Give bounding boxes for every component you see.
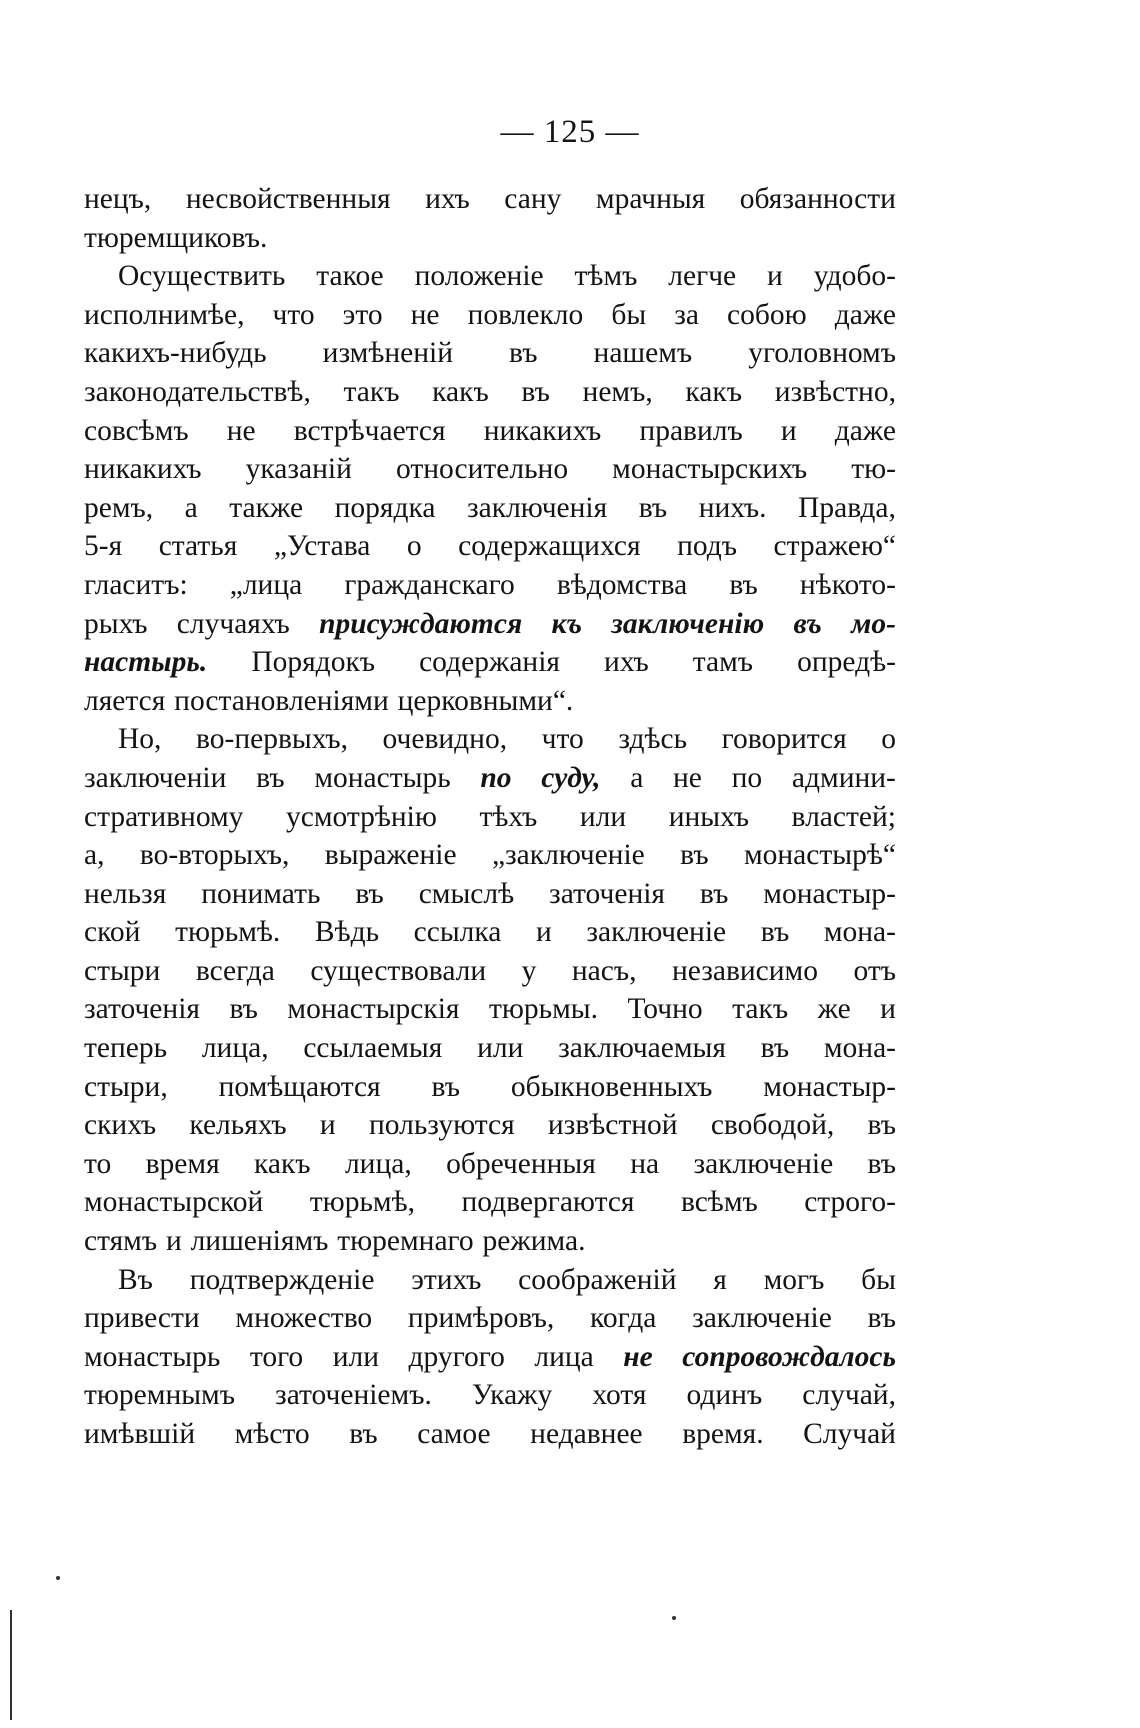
word: тамъ — [692, 646, 754, 679]
word: ремъ, — [84, 491, 154, 524]
word: время — [145, 1147, 220, 1180]
word: также — [229, 491, 304, 524]
text-line — [84, 1145, 896, 1184]
text-line — [84, 759, 896, 798]
word: законодательствѣ, — [84, 375, 311, 408]
word: въ — [349, 1418, 378, 1450]
word: тюремнаго — [337, 1225, 474, 1258]
text-line — [84, 1029, 896, 1068]
word: ихъ — [604, 646, 649, 679]
text-line — [84, 1106, 896, 1145]
word: заточенiя — [84, 993, 200, 1026]
word: или — [332, 1340, 379, 1373]
word: тѣмъ — [574, 260, 638, 293]
emphasized-word: въ — [793, 607, 822, 640]
word: тюремнымъ — [84, 1379, 235, 1412]
text-line — [84, 643, 896, 682]
text-line — [84, 1068, 896, 1107]
word: ской — [84, 916, 141, 949]
word: стыри — [84, 954, 161, 987]
word: вѣдомства — [556, 568, 688, 601]
word: усмотрѣнiю — [286, 800, 437, 833]
word: на — [630, 1147, 660, 1180]
word: подъ — [677, 530, 738, 563]
word: здѣсь — [618, 723, 688, 756]
emphasized-word: заключенiю — [611, 607, 765, 640]
word: Вѣдь — [314, 916, 380, 949]
word: или — [579, 800, 627, 833]
word: а, — [84, 839, 105, 872]
word: нихъ. — [698, 491, 767, 524]
word: „лица — [229, 568, 303, 601]
word: въ — [256, 761, 285, 794]
word: никакихъ — [483, 414, 602, 447]
word: привести — [84, 1302, 200, 1335]
word: тѣхъ — [479, 800, 538, 833]
word: монастыр- — [763, 877, 896, 910]
text-line — [84, 450, 896, 489]
word: за — [674, 298, 699, 331]
word: очевидно, — [382, 723, 508, 756]
word: Осуществить — [118, 260, 286, 293]
word: ссылка — [413, 916, 502, 949]
word: даже — [834, 414, 896, 447]
word: заключаемыя — [558, 1032, 726, 1065]
word: свободой, — [710, 1109, 835, 1142]
word: относительно — [395, 453, 569, 486]
word: теперь — [84, 1032, 168, 1065]
text-line — [84, 1338, 896, 1377]
word: заключенiя — [466, 491, 608, 524]
word: во-вторыхъ, — [139, 839, 290, 872]
text-line — [84, 1261, 896, 1300]
word: 5-я — [84, 530, 123, 563]
word: сану — [504, 183, 562, 215]
text-line — [84, 952, 896, 991]
word: Но, — [118, 723, 162, 756]
word: церковными“. — [397, 684, 574, 717]
text-line — [84, 1299, 896, 1338]
text-line — [84, 1415, 896, 1454]
word: заключенiе — [693, 1147, 834, 1180]
word: встрѣчается — [293, 414, 446, 447]
word: измѣненiй — [322, 337, 454, 370]
word: рыхъ — [84, 607, 148, 640]
word: когда — [590, 1302, 657, 1335]
word: обреченныя — [446, 1147, 596, 1180]
word: тюрьмѣ. — [175, 916, 281, 949]
word: монастырѣ“ — [743, 839, 896, 872]
word: и — [767, 260, 783, 293]
word: гражданскаго — [344, 568, 515, 601]
word: лица — [534, 1340, 594, 1373]
word: лица, — [344, 1147, 412, 1180]
emphasized-word: присуждаются — [319, 607, 523, 640]
word: примѣровъ, — [407, 1302, 555, 1335]
word: извѣстной — [547, 1109, 678, 1142]
word: постановленiями — [174, 684, 389, 717]
word: содержанiя — [419, 646, 560, 679]
word: даже — [834, 298, 896, 331]
word: заключенiе — [692, 1302, 832, 1335]
word: другого — [408, 1340, 505, 1373]
word: строго- — [804, 1186, 896, 1219]
word: помѣщаются — [218, 1070, 381, 1103]
text-line — [84, 373, 896, 412]
word: заключенiи — [84, 761, 227, 794]
word: независимо — [671, 954, 818, 987]
word: во-первыхъ, — [196, 723, 348, 756]
word: то — [84, 1147, 112, 1180]
word: насъ, — [571, 954, 637, 987]
word: немъ, — [582, 375, 653, 408]
word: въ — [760, 1032, 790, 1065]
word: монастырской — [84, 1186, 264, 1219]
emphasized-word: къ — [551, 607, 582, 640]
word: нѣкото- — [799, 568, 896, 601]
word: ихъ — [425, 183, 470, 215]
word: и — [165, 1225, 182, 1258]
word: тю- — [851, 453, 896, 486]
word: гласитъ: — [84, 568, 188, 601]
emphasized-word: настырь. — [84, 646, 208, 679]
word: и — [880, 993, 896, 1026]
word: это — [342, 298, 383, 331]
word: лица, — [201, 1032, 269, 1065]
emphasized-word: мо- — [851, 607, 896, 640]
text-line — [84, 180, 896, 219]
word: монастырскiя — [287, 993, 460, 1026]
word: такое — [316, 260, 384, 293]
emphasized-word: не — [623, 1340, 653, 1373]
word: совсѣмъ — [84, 414, 189, 447]
text-line — [84, 296, 896, 335]
word: указанiй — [245, 453, 352, 486]
word: опредѣ- — [797, 646, 896, 679]
word: какъ — [685, 375, 742, 408]
word: мѣсто — [234, 1418, 310, 1450]
text-line — [84, 720, 896, 759]
word: ссылаемыя — [303, 1032, 443, 1065]
word: властей; — [791, 800, 896, 833]
word: положенiе — [414, 260, 544, 293]
body-text — [84, 180, 896, 1454]
word: въ — [521, 375, 550, 408]
word: существовали — [310, 954, 487, 987]
scan-edge-mark — [10, 1610, 12, 1720]
word: время. — [682, 1418, 764, 1450]
word: стыри, — [84, 1070, 168, 1103]
word: тюрьмѣ, — [309, 1186, 415, 1219]
text-line — [84, 1376, 896, 1415]
word: въ — [699, 877, 729, 910]
word: о — [881, 723, 896, 756]
word: заключенiе — [586, 916, 727, 949]
text-line — [84, 1222, 896, 1261]
word: я — [713, 1263, 727, 1296]
word: не — [226, 414, 256, 447]
word: въ — [509, 337, 538, 370]
word: нашемъ — [593, 337, 693, 370]
word: заточенiемъ. — [275, 1379, 432, 1412]
word: собою — [727, 298, 807, 331]
word: выраженiе — [324, 839, 457, 872]
word: мона- — [823, 916, 896, 949]
word: лишенiямъ — [190, 1225, 329, 1258]
word: „заключенiе — [491, 839, 645, 872]
word: порядка — [334, 491, 436, 524]
text-line — [84, 836, 896, 875]
word: бы — [861, 1263, 896, 1296]
word: же — [817, 993, 851, 1026]
word: а — [630, 761, 644, 794]
word: въ — [229, 993, 258, 1026]
word: какъ — [432, 375, 489, 408]
text-line — [84, 798, 896, 837]
word: понимать — [201, 877, 321, 910]
word: что — [541, 723, 584, 756]
text-line — [84, 489, 896, 528]
word: всѣмъ — [680, 1186, 758, 1219]
word: смыслѣ — [418, 877, 515, 910]
word: въ — [729, 568, 758, 601]
word: Случай — [803, 1418, 896, 1450]
word: что — [272, 298, 315, 331]
word: множество — [235, 1302, 373, 1335]
word: бы — [611, 298, 647, 331]
scan-dot — [672, 1616, 676, 1620]
word: въ — [638, 491, 668, 524]
word: легче — [668, 260, 737, 293]
word: и — [319, 1109, 336, 1142]
word: въ — [431, 1070, 460, 1103]
word: имѣвшiй — [84, 1418, 196, 1450]
page-number: — 125 — — [500, 114, 640, 150]
emphasized-word: по — [480, 761, 512, 794]
word: повлекло — [467, 298, 584, 331]
word: того — [249, 1340, 304, 1373]
word: тюрьмы. — [488, 993, 598, 1026]
word: статья — [158, 530, 238, 563]
word: „Устава — [273, 530, 371, 563]
word: нельзя — [84, 877, 167, 910]
text-line — [84, 1183, 896, 1222]
word: тюремщиковъ. — [84, 221, 268, 254]
word: какихъ-нибудь — [84, 337, 267, 370]
word: и — [780, 414, 797, 447]
text-line — [84, 334, 896, 373]
word: такъ — [343, 375, 400, 408]
word: могъ — [763, 1263, 825, 1296]
word: иныхъ — [668, 800, 749, 833]
word: въ — [867, 1109, 896, 1142]
word: стративному — [84, 800, 244, 833]
scan-dot — [56, 1576, 60, 1580]
word: Укажу — [471, 1379, 553, 1412]
word: о — [406, 530, 422, 563]
word: извѣстно, — [774, 375, 896, 408]
word: подтвержденiе — [189, 1263, 375, 1296]
word: въ — [867, 1302, 896, 1335]
word: мона- — [823, 1032, 896, 1065]
word: мрачныя — [595, 183, 706, 215]
word: не — [673, 761, 702, 794]
word: админи- — [791, 761, 896, 794]
word: нецъ, — [84, 183, 152, 215]
text-line — [84, 566, 896, 605]
word: случаяхъ — [176, 607, 290, 640]
word: Правда, — [798, 491, 896, 524]
word: по — [731, 761, 763, 794]
text-line — [84, 913, 896, 952]
word: содержащихся — [458, 530, 641, 563]
text-line — [84, 257, 896, 296]
word: монастырскихъ — [612, 453, 808, 486]
word: несвойственныя — [185, 183, 391, 215]
word: у — [521, 954, 537, 987]
text-line — [84, 605, 896, 644]
text-line — [84, 990, 896, 1029]
word: обязанности — [739, 183, 896, 215]
text-line — [84, 682, 896, 721]
word: уголовномъ — [748, 337, 896, 370]
word: и — [536, 916, 552, 949]
word: монастыр- — [763, 1070, 896, 1103]
word: удобо- — [813, 260, 896, 293]
word: стямъ — [84, 1225, 158, 1258]
word: случай, — [802, 1379, 896, 1412]
word: монастырь — [314, 761, 451, 794]
word: такъ — [732, 993, 789, 1026]
word: въ — [867, 1147, 896, 1180]
word: никакихъ — [84, 453, 202, 486]
word: Порядокъ — [251, 646, 376, 679]
word: самое — [417, 1418, 491, 1450]
word: Въ — [118, 1263, 153, 1296]
word: не — [410, 298, 440, 331]
word: подвергаются — [461, 1186, 635, 1219]
word: всегда — [195, 954, 275, 987]
word: а — [184, 491, 198, 524]
word: пользуются — [368, 1109, 515, 1142]
word: недавнее — [530, 1418, 643, 1450]
word: кельяхъ — [189, 1109, 287, 1142]
text-line — [84, 219, 896, 258]
word: одинъ — [686, 1379, 763, 1412]
text-line — [84, 412, 896, 451]
emphasized-word: сопровождалось — [682, 1340, 896, 1373]
word: или — [477, 1032, 524, 1065]
word: какъ — [254, 1147, 311, 1180]
word: соображенiй — [518, 1263, 677, 1296]
word: въ — [355, 877, 384, 910]
word: исполнимѣе, — [84, 298, 245, 331]
word: стражею“ — [773, 530, 896, 563]
word: Точно — [627, 993, 703, 1026]
text-line — [84, 875, 896, 914]
word: правилъ — [639, 414, 743, 447]
word: монастырь — [84, 1340, 221, 1373]
word: говорится — [721, 723, 847, 756]
word: отъ — [853, 954, 896, 987]
word: скихъ — [84, 1109, 157, 1142]
word: ляется — [84, 684, 166, 717]
word: этихъ — [411, 1263, 482, 1296]
word: хотя — [592, 1379, 647, 1412]
word: въ — [680, 839, 709, 872]
text-line — [84, 527, 896, 566]
word: въ — [760, 916, 790, 949]
word: заточенiя — [549, 877, 666, 910]
emphasized-word: суду, — [541, 761, 601, 794]
word: режима. — [482, 1225, 586, 1258]
word: обыкновенныхъ — [510, 1070, 713, 1103]
